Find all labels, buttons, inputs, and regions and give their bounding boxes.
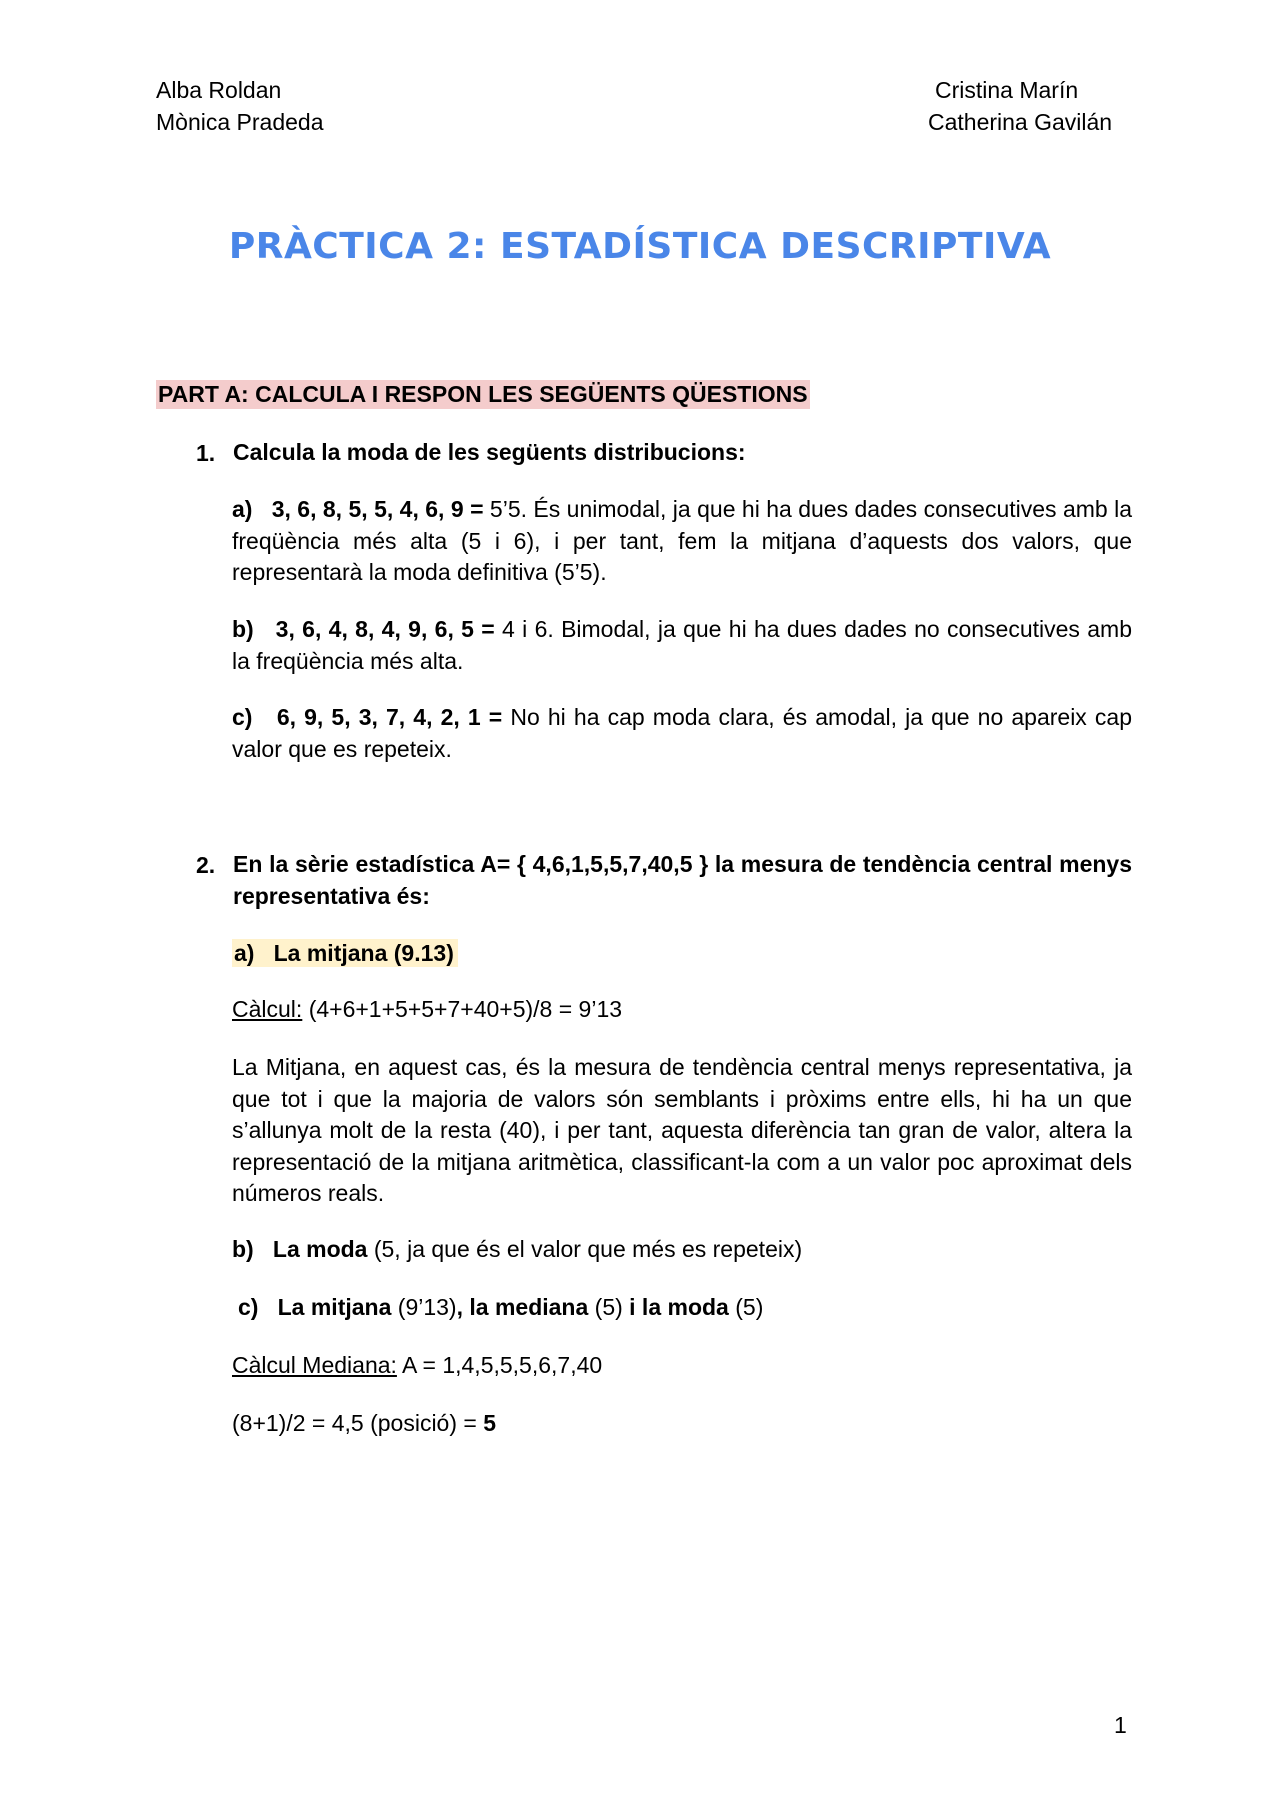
q2-number: 2. (196, 852, 216, 878)
q2-position-text: (8+1)/2 = 4,5 (posició) = (232, 1410, 484, 1436)
author-alba: Alba Roldan (156, 77, 282, 103)
q1-a-label: a) (232, 496, 253, 522)
q1-b-answer: 4 i 6. Bimodal, ja que hi ha dues dades no consecutives amb la freqüència més alta. (232, 616, 1132, 674)
q1-c-data: 6, 9, 5, 3, 7, 4, 2, 1 = (276, 704, 503, 730)
page-number: 1 (1114, 1712, 1127, 1738)
author-monica: Mònica Pradeda (156, 109, 324, 135)
q2-calc-label: Càlcul: (232, 996, 303, 1022)
q1-b-label: b) (232, 616, 254, 642)
q2-option-c (238, 1292, 1138, 1324)
q2-c-bold1: La mitjana (277, 1294, 392, 1320)
q2-option-a (232, 938, 1132, 970)
section-a-heading: PART A: CALCULA I RESPON LES SEGÜENTS QÜESTIONS (158, 381, 808, 407)
q2-median-calc (232, 1350, 1132, 1382)
q2-a-highlight (232, 939, 458, 967)
q1-number: 1. (196, 440, 216, 466)
author-cristina: Cristina Marín (935, 77, 1079, 103)
q2-text: En la sèrie estadística A= { 4,6,1,5,5,7,40,5 } la mesura de tendència central menys representativa és: (233, 851, 1132, 909)
q2-c-val2: (5) (588, 1294, 623, 1320)
q1-answer-a (232, 494, 1132, 589)
q1-b-data: 3, 6, 4, 8, 4, 9, 6, 5 = (275, 616, 495, 642)
q1-text: Calcula la moda de les següents distribucions: (233, 439, 746, 465)
q2-position (232, 1408, 1132, 1440)
q2-calc-value: (4+6+1+5+5+7+40+5)/8 = 9’13 (302, 996, 623, 1022)
q2-b-rest: (5, ja que és el valor que més es repeteix) (367, 1236, 803, 1262)
q2-median-label: Càlcul Mediana: (232, 1352, 397, 1378)
q2-b-bold: La moda (272, 1236, 368, 1262)
q2-position-result: 5 (483, 1410, 497, 1436)
q1-answer-c (232, 702, 1132, 765)
q1-c-answer: No hi ha cap moda clara, és amodal, ja que no apareix cap valor que es repeteix. (232, 704, 1133, 762)
q2-c-val3: (5) (728, 1294, 764, 1320)
q2-a-text: La mitjana (9.13) (273, 940, 454, 966)
q2-c-val1: (9’13) (391, 1294, 457, 1320)
q2-median-value: A = 1,4,5,5,5,6,7,40 (396, 1352, 603, 1378)
q2-calc (232, 994, 1132, 1026)
q2-a-label: a) (234, 940, 255, 966)
q2-b-label: b) (232, 1236, 254, 1262)
q1-a-data: 3, 6, 8, 5, 5, 4, 6, 9 = (271, 496, 484, 522)
q1-answer-b (232, 614, 1132, 677)
q2-c-bold2: , la mediana (456, 1294, 589, 1320)
q2-c-label: c) (238, 1294, 259, 1320)
q2-c-bold3: i la moda (622, 1294, 729, 1320)
document-title: PRÀCTICA 2: ESTADÍSTICA DESCRIPTIVA (228, 226, 1052, 267)
q1-c-label: c) (232, 704, 253, 730)
q2-option-b (232, 1234, 1132, 1266)
q2-explanation: La Mitjana, en aquest cas, és la mesura de tendència central menys representativa, ja que tot i que la majoria de valors són semblants i pròxims entre ells, hi ha un que s’allunya molt de la resta (40), i per tant, aquesta diferència tan gran de valor, altera la representació de la mitjana aritmètica, classificant-la com a un valor poc aproximat dels números reals. (232, 1054, 1132, 1206)
q1-a-answer: 5’5. És unimodal, ja que hi ha dues dades consecutives amb la freqüència més alta (5 i 6), i per tant, fem la mitjana d’aquests dos valors, que representarà la moda definitiva (5’5). (232, 496, 1133, 585)
author-catherina: Catherina Gavilán (928, 109, 1113, 135)
